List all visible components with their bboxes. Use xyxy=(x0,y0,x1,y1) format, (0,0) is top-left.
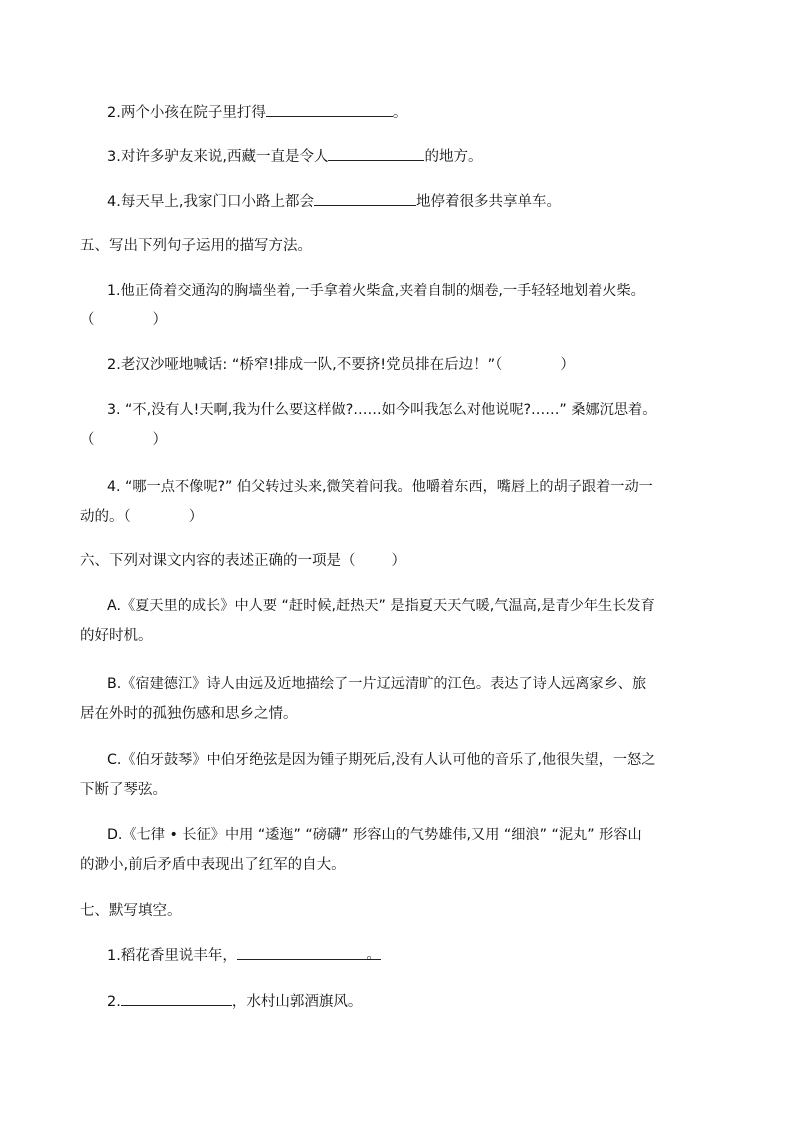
q6-heading-text: 六、下列对课文内容的表述正确的一项是（ xyxy=(80,553,356,569)
q4-item-3-text: 3.对许多驴友来说,西藏一直是令人 xyxy=(107,149,329,165)
q6-heading xyxy=(80,551,406,571)
q5-item-4-text-end: 动的。 xyxy=(80,509,124,525)
q6-option-c-line-2: 下断了琴弦。 xyxy=(80,782,167,798)
q4-item-2 xyxy=(107,102,407,123)
q7-item-1-end: 。 xyxy=(366,947,381,963)
q5-item-2 xyxy=(107,355,575,375)
q5-item-2-open: （ xyxy=(495,357,503,373)
q5-item-3-answer[interactable] xyxy=(80,430,167,450)
q7-heading: 七、默写填空。 xyxy=(80,903,182,919)
q4-item-3 xyxy=(107,146,482,167)
q5-item-4-line-1: 4. “哪一点不像呢?” 伯父转过头来,微笑着问我。他嚼着东西，嘴唇上的胡子跟着一动一 xyxy=(107,479,653,495)
q5-item-1-close: ） xyxy=(152,312,167,328)
q6-option-a-line-2: 的好时机。 xyxy=(80,628,153,644)
q5-item-1-answer[interactable] xyxy=(80,310,167,330)
q7-item-2 xyxy=(107,991,362,1012)
q5-item-2-text: 2.老汉沙哑地喊话: “桥窄!排成一队,不要挤!党员排在后边！” xyxy=(107,357,496,373)
q5-item-4-close: ） xyxy=(188,509,204,525)
q5-item-1: 1.他正倚着交通沟的胸墙坐着,一手拿着火柴盒,夹着自制的烟卷,一手轻轻地划着火柴。 xyxy=(107,283,645,299)
q7-item-2-number: 2. xyxy=(107,994,121,1010)
q4-item-2-blank[interactable] xyxy=(266,102,393,117)
q5-item-3-open: （ xyxy=(80,432,95,448)
q6-option-a-line-1: A.《夏天里的成长》中人要 “赶时候,赶热天” 是指夏天天气暖,气温高,是青少年生长发育 xyxy=(107,598,655,614)
q6-option-c-line-1: C.《伯牙鼓琴》中伯牙绝弦是因为锺子期死后,没有人认可他的音乐了,他很失望，一怒之 xyxy=(107,752,656,768)
q6-option-d-line-1: D.《七律 • 长征》中用 “逶迤” “磅礴” 形容山的气势雄伟,又用 “细浪” “泥丸” 形容山 xyxy=(107,827,642,843)
q5-item-4-line-2 xyxy=(80,507,203,527)
q4-item-4 xyxy=(107,191,561,212)
q4-item-4-blank[interactable] xyxy=(314,191,416,206)
q6-option-b-line-1: B.《宿建德江》诗人由远及近地描绘了一片辽远清旷的江色。表达了诗人远离家乡、旅 xyxy=(107,676,647,692)
q5-item-4-open: （ xyxy=(123,509,131,525)
q4-item-3-blank[interactable] xyxy=(328,146,424,161)
q7-item-1-text: 1.稻花香里说丰年， xyxy=(107,948,237,964)
q7-item-1 xyxy=(107,945,381,966)
q5-item-2-close: ） xyxy=(560,357,575,373)
q6-option-b-line-2: 居在外时的孤独伤感和思乡之情。 xyxy=(80,706,298,722)
q4-item-3-end: 的地方。 xyxy=(424,149,483,165)
q5-item-3-close: ） xyxy=(152,432,167,448)
q5-heading: 五、写出下列句子运用的描写方法。 xyxy=(80,238,312,254)
q4-item-2-text: 2.两个小孩在院子里打得 xyxy=(107,105,266,121)
q7-item-2-text: ，水村山郭酒旗风。 xyxy=(231,994,363,1010)
q5-item-1-open: （ xyxy=(80,312,95,328)
q4-item-4-text: 4.每天早上,我家门口小路上都会 xyxy=(107,194,314,210)
q6-option-d-line-2: 的渺小,前后矛盾中表现出了红军的自大。 xyxy=(80,857,346,873)
q5-item-3: 3. “不,没有人!天啊,我为什么要这样做?……如今叫我怎么对他说呢?……” 桑娜沉思着。 xyxy=(107,402,657,418)
q7-item-2-blank[interactable] xyxy=(121,991,232,1006)
q4-item-2-end: 。 xyxy=(392,105,408,121)
q6-heading-close: ） xyxy=(391,553,406,569)
q4-item-4-end: 地停着很多共享单车。 xyxy=(415,194,561,210)
q7-item-1-blank[interactable] xyxy=(237,945,381,963)
